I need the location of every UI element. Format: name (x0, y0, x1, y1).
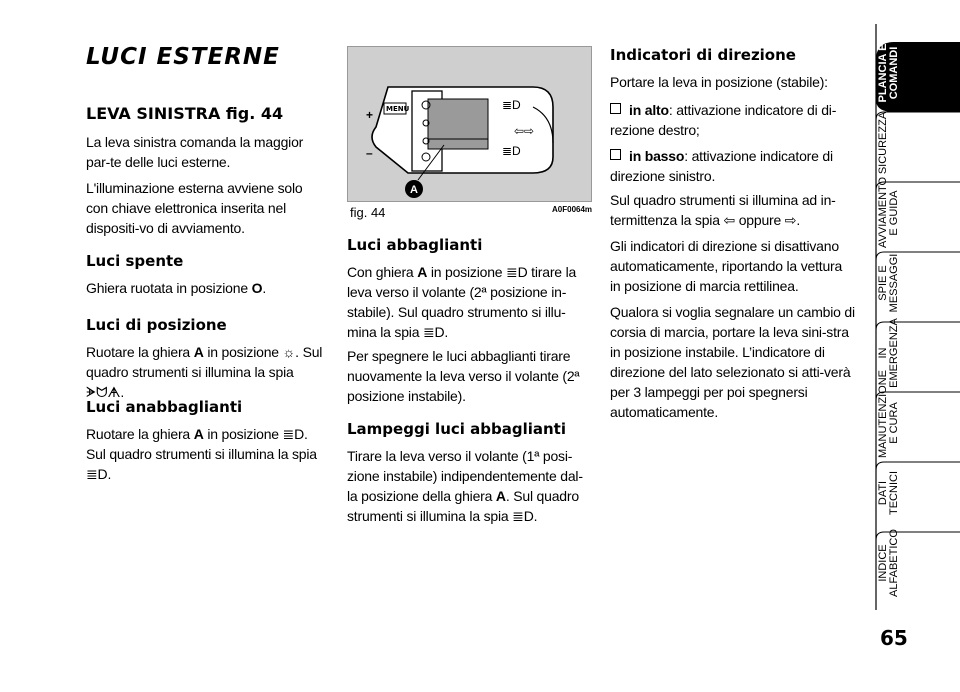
marker-a: A (410, 184, 418, 196)
plus-sign: + (366, 108, 374, 122)
lever-illustration (347, 46, 592, 202)
spente-text: Ghiera ruotata in posizione (86, 280, 248, 296)
lampeggi-text-b: . Sul quadro strumenti si illumina la spia ≣D. (347, 488, 579, 524)
indicatori-heading: Indicatori di direzione (610, 46, 796, 64)
bullet-down-bold: in basso (629, 148, 685, 164)
abbaglianti-heading: Luci abbaglianti (347, 236, 483, 254)
tab-label: MANUTENZIONE E CURA (877, 370, 900, 458)
menu-label: MENU (386, 105, 410, 113)
checkbox-icon (610, 103, 621, 114)
tab-label: IN EMERGENZA (877, 318, 900, 388)
bullet-up-bold: in alto (629, 102, 669, 118)
tab-label: INDICE ALFABETICO (877, 529, 900, 597)
leva-paragraph-1: La leva sinistra comanda la maggior par-te delle luci esterne. (86, 134, 304, 170)
abbagl-text-b: in posizione ≣D tirare la leva verso il volante (2ª posizione in-stabile). Sul quadro strumento si illu-mina la spia ≣D. (347, 264, 577, 340)
anabb-text-b: in posizione ≣D. Sul quadro strumenti si illumina la spia ≣D. (86, 426, 317, 482)
leva-fig-ref: fig. 44 (225, 104, 284, 123)
page-number: 65 (880, 626, 908, 650)
indicatori-paragraph-2: Sul quadro strumenti si illumina ad in-termittenza la spia ⇦ oppure ⇨. (610, 192, 836, 228)
anabbaglianti-paragraph (86, 424, 326, 484)
posizione-paragraph (86, 342, 326, 402)
high-beam-up-icon: ≣D (502, 98, 521, 112)
lampeggi-heading: Lampeggi luci abbaglianti (347, 420, 566, 438)
tab-label: SICUREZZA (877, 111, 889, 175)
posizione-text-b: in posizione ☼. Sul quadro strumenti si illumina la spia ᗘᗢᗗ. (86, 344, 323, 400)
anabb-text-a: Ruotare la ghiera (86, 426, 190, 442)
leva-paragraph-2: L'illuminazione esterna avviene solo con chiave elettronica inserita nel dispositi-vo di avviamento. (86, 180, 303, 236)
section-tabs (870, 20, 960, 692)
tab-7[interactable] (870, 529, 960, 602)
abbagl-text-a: Con ghiera (347, 264, 414, 280)
tab-0[interactable] (870, 42, 960, 112)
checkbox-icon (610, 149, 621, 160)
posizione-heading: Luci di posizione (86, 316, 227, 334)
leva-heading: LEVA SINISTRA (86, 104, 221, 123)
bullet-up (610, 100, 856, 140)
tab-label: DATI TECNICI (877, 471, 900, 515)
tab-label: PLANCIA E COMANDI (877, 43, 900, 103)
spente-heading: Luci spente (86, 252, 184, 270)
abbagl-bold: A (417, 264, 428, 280)
bullet-up-text: : attivazione indicatore di di-rezione destro; (610, 102, 837, 138)
lampeggi-paragraph (347, 446, 592, 526)
turn-arrows-icon: ⇦⇨ (514, 124, 535, 138)
tab-6[interactable] (870, 462, 960, 532)
minus-sign: – (366, 146, 373, 160)
abbaglianti-paragraph-2: Per spegnere le luci abbaglianti tirare nuovamente la leva verso il volante (2ª posizione instabile). (347, 348, 580, 404)
lever-drawing (348, 47, 591, 201)
figure-code: A0F0064m (552, 205, 593, 214)
tab-3[interactable] (870, 252, 960, 322)
bullet-down-text: : attivazione indicatore di direzione sinistro. (610, 148, 833, 184)
anabbaglianti-heading: Luci anabbaglianti (86, 398, 243, 416)
spente-paragraph: Ghiera ruotata in posizione O. (86, 280, 267, 296)
spente-bold: O (251, 280, 263, 296)
abbaglianti-paragraph-1 (347, 262, 592, 342)
page-title: LUCI ESTERNE (86, 44, 280, 70)
indicatori-paragraph-1: Portare la leva in posizione (stabile): (610, 74, 828, 90)
lampeggi-bold: A (495, 488, 506, 504)
section-heading (86, 104, 283, 123)
high-beam-down-icon: ≣D (502, 144, 521, 158)
anabb-bold: A (193, 426, 204, 442)
tab-5[interactable] (870, 370, 960, 462)
tab-label: SPIE E MESSAGGI (877, 253, 900, 313)
posizione-text-a: Ruotare la ghiera (86, 344, 190, 360)
tab-2[interactable] (870, 176, 960, 252)
figure-caption: fig. 44 (350, 205, 386, 220)
tab-1[interactable] (870, 112, 960, 182)
indicatori-paragraph-3: Gli indicatori di direzione si disattivano automaticamente, riportando la vettura in posizione di marcia rettilinea. (610, 238, 843, 294)
lampeggi-text-a: Tirare la leva verso il volante (1ª posi-zione instabile) indipendentemente dal-la posizione della ghiera (347, 448, 583, 504)
bullet-down (610, 146, 856, 186)
indicatori-paragraph-4: Qualora si voglia segnalare un cambio di corsia di marcia, portare la leva sini-stra in posizione instabile. L’indicatore di direzione del lato selezionato si atti-verà per 3 lampeggi per poi spegnersi automaticamente. (610, 304, 855, 420)
posizione-bold: A (193, 344, 204, 360)
tab-label: AVVIAMENTO E GUIDA (877, 176, 900, 248)
